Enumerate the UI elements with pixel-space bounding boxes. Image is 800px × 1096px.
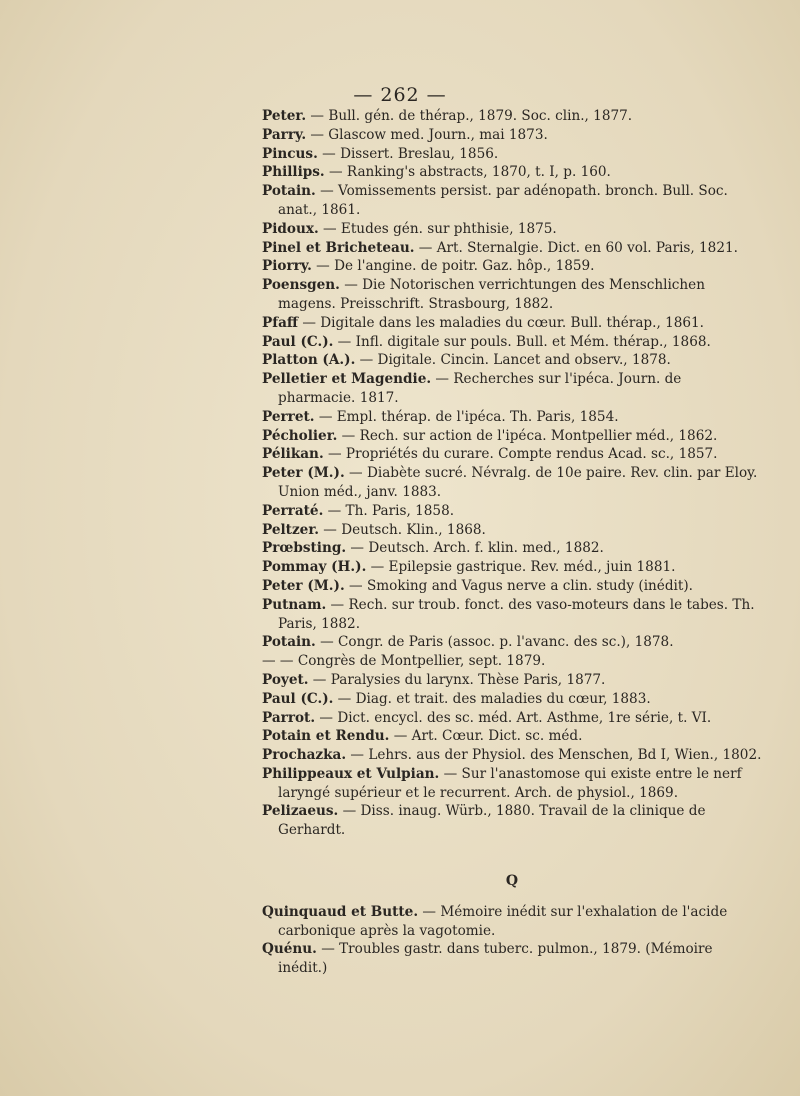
entry-author: Parrot. (262, 709, 316, 726)
entry-author: Paul (C.). (262, 333, 334, 350)
bibliography-entry (262, 765, 762, 803)
bibliography-entry (262, 239, 762, 258)
entry-reference: — Th. Paris, 1858. (323, 502, 455, 519)
bibliography-entry (262, 370, 762, 408)
entry-author: Pommay (H.). (262, 559, 367, 576)
entry-reference: — Propriétés du curare. Compte rendus Acad. sc., 1857. (323, 446, 718, 463)
bibliography-entry (262, 903, 762, 941)
bibliography-entry (262, 502, 762, 521)
bibliography-entry (262, 802, 762, 840)
entry-reference: — Diss. inaug. Würb., 1880. Travail de la clinique de Gerhardt. (278, 803, 706, 839)
entry-author: Peter (M.). (262, 577, 345, 594)
entry-reference: — Bull. gén. de thérap., 1879. Soc. clin., 1877. (306, 108, 633, 124)
bibliography-entry (262, 126, 762, 145)
entry-author: Pidoux. (262, 220, 319, 237)
entry-reference: — Etudes gén. sur phthisie, 1875. (318, 220, 557, 237)
bibliography-entry (262, 709, 762, 728)
bibliography-entry (262, 333, 762, 352)
bibliography-entry (262, 107, 762, 126)
entry-author: Philippeaux et Vulpian. (262, 765, 440, 782)
bibliography-entry (262, 276, 762, 314)
entry-reference: — Mémoire inédit sur l'exhalation de l'acide carbonique après la vagotomie. (278, 903, 728, 939)
entry-reference: — Sur l'anastomose qui existe entre le nerf laryngé supérieur et le recurrent. Arch. de physiol., 1869. (278, 765, 742, 801)
entry-reference: — — Congrès de Montpellier, sept. 1879. (262, 653, 546, 670)
entry-author: Poyet. (262, 671, 309, 688)
entry-reference: — Ranking's abstracts, 1870, t. I, p. 160. (324, 164, 611, 181)
bibliography-entry (262, 727, 762, 746)
entry-reference: — Digitale. Cincin. Lancet and observ., 1878. (355, 352, 671, 369)
entry-reference: — Vomissements persist. par adénopath. bronch. Bull. Soc. anat., 1861. (278, 183, 728, 218)
entry-author: Potain. (262, 183, 316, 200)
entry-reference: — Art. Cœur. Dict. sc. méd. (389, 728, 583, 745)
entry-reference: — Digitale dans les maladies du cœur. Bull. thérap., 1861. (298, 314, 705, 331)
bibliography-entry (262, 690, 762, 709)
entry-author: Potain. (262, 634, 316, 651)
entry-reference: — Deutsch. Klin., 1868. (318, 521, 486, 538)
entry-author: Potain et Rendu. (262, 728, 390, 745)
bibliography-entry (262, 521, 762, 540)
entry-author: Prochazka. (262, 747, 347, 764)
bibliography-entry (262, 746, 762, 765)
entry-reference: — Smoking and Vagus nerve a clin. study (inédit). (344, 577, 693, 594)
entry-author: Pfaff (262, 314, 299, 331)
bibliography-entry (262, 257, 762, 276)
entry-author: Parry. (262, 126, 307, 143)
entry-author: Putnam. (262, 596, 327, 613)
bibliography-entry (262, 220, 762, 239)
entry-reference: — De l'angine. de poitr. Gaz. hôp., 1859. (311, 258, 595, 275)
bibliography-entry (262, 633, 762, 652)
entry-author: Poensgen. (262, 277, 340, 294)
entry-author: Pécholier. (262, 427, 338, 444)
bibliography-entry (262, 577, 762, 596)
entry-reference: — Dict. encycl. des sc. méd. Art. Asthme, 1re série, t. VI. (315, 709, 712, 726)
entry-reference: — Rech. sur troub. fonct. des vaso-moteurs dans le tabes. Th. Paris, 1882. (278, 596, 755, 632)
entry-author: Pélikan. (262, 446, 324, 463)
entry-author: Paul (C.). (262, 690, 334, 707)
bibliography-entry (262, 652, 762, 671)
entry-author: Perraté. (262, 502, 324, 519)
entry-reference: — Deutsch. Arch. f. klin. med., 1882. (346, 540, 604, 557)
entry-author: Quénu. (262, 941, 317, 958)
entry-reference: — Troubles gastr. dans tuberc. pulmon., 1879. (Mémoire inédit.) (278, 941, 713, 977)
entry-author: Pincus. (262, 145, 318, 162)
entry-reference: — Paralysies du larynx. Thèse Paris, 1877. (308, 671, 606, 688)
bibliography-entry (262, 539, 762, 558)
bibliography-entry (262, 314, 762, 333)
entry-author: Prœbsting. (262, 540, 347, 557)
entries-q (262, 903, 762, 978)
bibliography-entry (262, 408, 762, 427)
entry-reference: — Empl. thérap. de l'ipéca. Th. Paris, 1854. (314, 408, 619, 425)
entry-reference: — Rech. sur action de l'ipéca. Montpellier méd., 1862. (337, 427, 718, 444)
entry-reference: — Congr. de Paris (assoc. p. l'avanc. des sc.), 1878. (315, 634, 674, 651)
bibliography-entry (262, 671, 762, 690)
entry-author: Quinquaud et Butte. (262, 903, 419, 920)
entry-reference: — Glascow med. Journ., mai 1873. (306, 126, 548, 143)
entry-author: Perret. (262, 408, 315, 425)
page-number: — 262 — (353, 84, 447, 106)
section-letter: Q (505, 873, 519, 890)
bibliography-entry (262, 182, 762, 220)
entry-reference: — Dissert. Breslau, 1856. (317, 145, 499, 162)
entry-reference: — Recherches sur l'ipéca. Journ. de pharmacie. 1817. (278, 371, 682, 406)
entry-author: Peter. (262, 108, 307, 124)
bibliography-entry (262, 464, 762, 502)
entry-reference: — Lehrs. aus der Physiol. des Menschen, Bd I, Wien., 1802. (346, 747, 762, 764)
entry-author: Pelizaeus. (262, 803, 339, 820)
entry-author: Peltzer. (262, 521, 319, 538)
bibliography-entry (262, 351, 762, 370)
bibliography-entry (262, 163, 762, 182)
entry-reference: — Diabète sucré. Névralg. de 10e paire. Rev. clin. par Eloy. Union méd., janv. 1883. (278, 465, 758, 500)
bibliography-entry (262, 145, 762, 164)
entry-reference: — Epilepsie gastrique. Rev. méd., juin 1881. (366, 559, 676, 576)
entry-reference: — Diag. et trait. des maladies du cœur, 1883. (333, 690, 651, 707)
entries-p (262, 107, 762, 840)
entry-reference: — Art. Sternalgie. Dict. en 60 vol. Paris, 1821. (414, 239, 738, 256)
bibliography-entry (262, 558, 762, 577)
bibliography-entry (262, 596, 762, 634)
entry-reference: — Infl. digitale sur pouls. Bull. et Mém. thérap., 1868. (333, 333, 711, 350)
entry-reference: — Die Notorischen verrichtungen des Menschlichen magens. Preisschrift. Strasbourg, 1882. (278, 277, 705, 312)
bibliography-entry (262, 940, 762, 978)
bibliography-list (262, 107, 762, 978)
entry-author: Pelletier et Magendie. (262, 371, 432, 388)
entry-author: Piorry. (262, 258, 312, 275)
entry-author: Pinel et Bricheteau. (262, 239, 415, 256)
entry-author: Platton (A.). (262, 352, 356, 369)
bibliography-entry (262, 445, 762, 464)
bibliography-entry (262, 427, 762, 446)
entry-author: Phillips. (262, 164, 325, 181)
entry-author: Peter (M.). (262, 465, 345, 482)
